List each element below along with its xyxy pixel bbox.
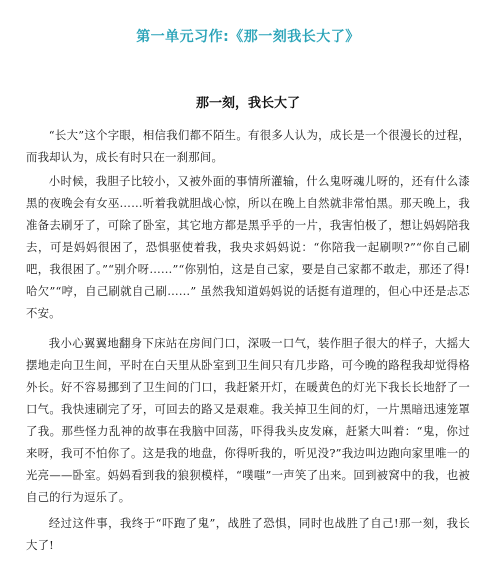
paragraph-conclusion: 经过这件事，我终于“吓跑了鬼”，战胜了恐惧，同时也战胜了自己!那一刻，我长大了! <box>26 516 470 552</box>
unit-title: 第一单元习作:《那一刻我长大了》 <box>136 29 360 45</box>
essay-title: 那一刻，我长大了 <box>195 96 300 111</box>
paragraph-childhood: 小时候，我胆子比较小，又被外面的事情所灌输，什么鬼呀魂儿呀的，还有什么漆黑的夜晚会有女巫……听着我就胆战心惊，所以在晚上自然就非常怕黑。那天晚上，我准备去刷牙了，可除了卧室，其它地方都是黑乎乎的一片，我害怕极了，想让妈妈陪我去，可是妈妈很困了，恐惧驱使着我，我央求妈妈说：“你陪我一起刷呗?”“你自己刷吧，我很困了。”“别介呀……”“你别怕，这是自己家，要是自己家都不敢走，那还了得!哈欠”“哼，自己刷就自己刷……” 虽然我知道妈妈说的话挺有道理的，但心中还是忐忑不安。 <box>26 174 470 320</box>
paragraph-intro: “长大”这个字眼，相信我们都不陌生。有很多人认为，成长是一个很漫长的过程，而我却认为，成长有时只在一刹那间。 <box>26 128 470 164</box>
paragraph-brushing: 我小心翼翼地翻身下床站在房间门口，深吸一口气，装作胆子很大的样子，大摇大摆地走向卫生间，平时在白天里从卧室到卫生间只有几步路，可今晚的路程我却觉得格外长。好不容易挪到了卫生间的门口，我赶紧开灯，在暖黄色的灯光下我长长地舒了一口气。我快速刷完了牙，可回去的路又是艰难。我关掉卫生间的灯，一片黑暗迅速笼罩了我。那些怪力乱神的故事在我脑中回荡，吓得我头皮发麻，赶紧大叫着：“鬼，你过来呀，我可不怕你了。这是我的地盘，你得听我的，听见没?”我边叫边跑向家里唯一的光亮——卧室。妈妈看到我的狼狈模样，“噗嗤”一声笑了出来。回到被窝中的我，也被自己的行为逗乐了。 <box>26 336 470 504</box>
